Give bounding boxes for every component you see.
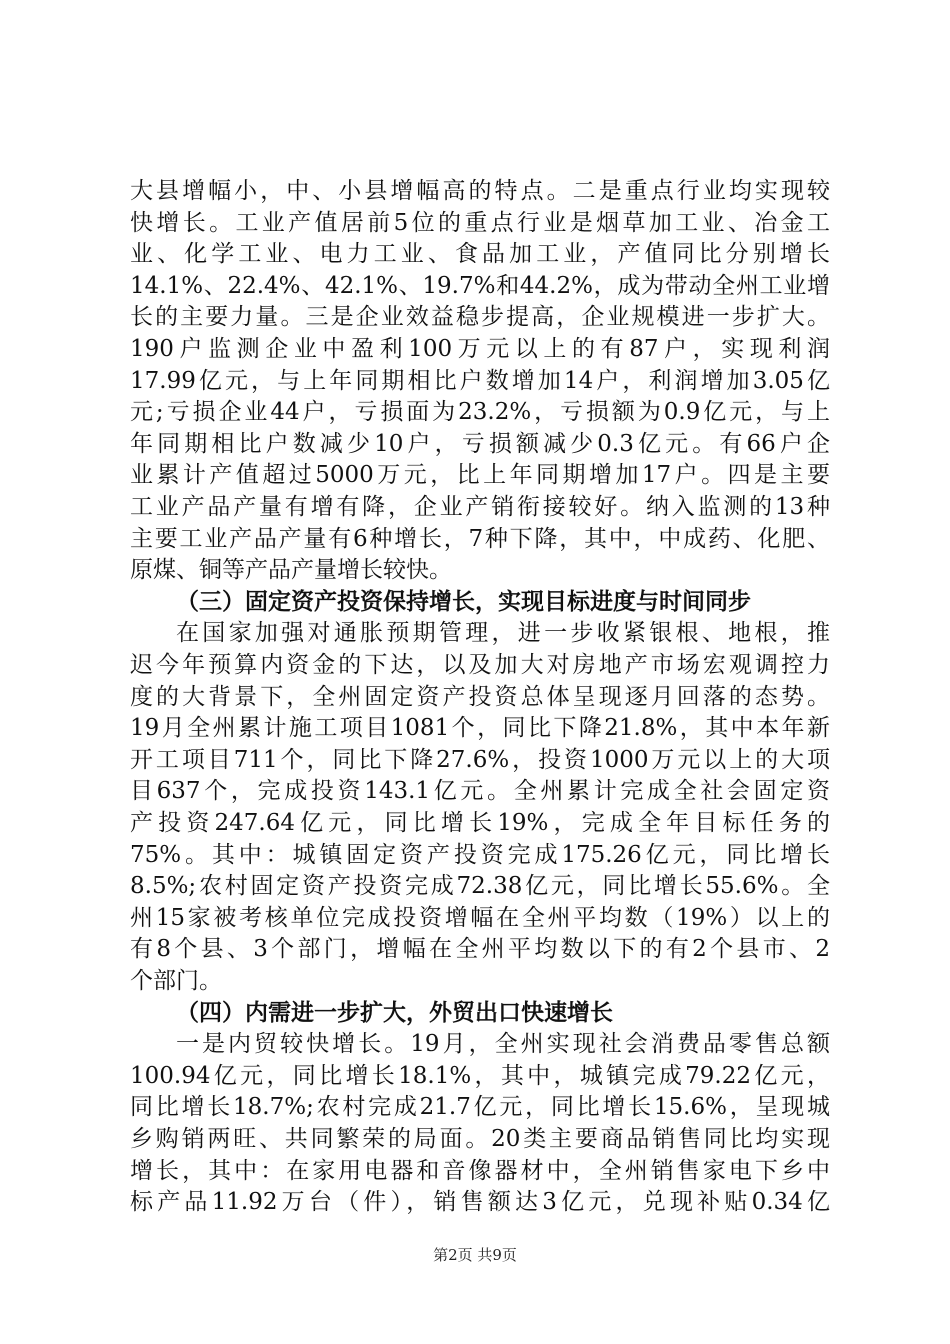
text-line: 工业产品产量有增有降，企业产销衔接较好。纳入监测的13种 bbox=[130, 494, 830, 520]
text-line: 业累计产值超过5000万元，比上年同期增加17户。四是主要 bbox=[130, 462, 830, 488]
text-line: 元;亏损企业44户，亏损面为23.2%，亏损额为0.9亿元，与上 bbox=[130, 399, 830, 425]
text-line: 长的主要力量。三是企业效益稳步提高，企业规模进一步扩大。 bbox=[130, 304, 830, 330]
text-line: 迟今年预算内资金的下达，以及加大对房地产市场宏观调控力 bbox=[130, 652, 830, 678]
text-line: 开工项目711个，同比下降27.6%，投资1000万元以上的大项 bbox=[130, 747, 830, 773]
text-line: 一是内贸较快增长。19月，全州实现社会消费品零售总额 bbox=[176, 1031, 830, 1057]
text-line: 75%。其中：城镇固定资产投资完成175.26亿元，同比增长 bbox=[130, 842, 830, 868]
text-line: 增长，其中：在家用电器和音像器材中，全州销售家电下乡中 bbox=[130, 1158, 830, 1184]
text-line: 年同期相比户数减少10户，亏损额减少0.3亿元。有66户企 bbox=[130, 431, 830, 457]
text-line: 度的大背景下，全州固定资产投资总体呈现逐月回落的态势。 bbox=[130, 684, 830, 710]
text-line: 产投资247.64亿元，同比增长19%，完成全年目标任务的 bbox=[130, 810, 830, 836]
text-line: 同比增长18.7%;农村完成21.7亿元，同比增长15.6%，呈现城 bbox=[130, 1094, 830, 1120]
text-line: 在国家加强对通胀预期管理，进一步收紧银根、地根，推 bbox=[176, 620, 830, 646]
page-footer: 第2页 共9页 bbox=[433, 1246, 517, 1264]
text-line: 有8个县、3个部门，增幅在全州平均数以下的有2个县市、2 bbox=[130, 936, 830, 962]
text-line: 17.99亿元，与上年同期相比户数增加14户，利润增加3.05亿 bbox=[130, 368, 830, 394]
text-line: 个部门。 bbox=[130, 968, 222, 994]
text-line: 大县增幅小，中、小县增幅高的特点。二是重点行业均实现较 bbox=[130, 178, 830, 204]
text-line: 8.5%;农村固定资产投资完成72.38亿元，同比增长55.6%。全 bbox=[130, 873, 830, 899]
text-line: 19月全州累计施工项目1081个，同比下降21.8%，其中本年新 bbox=[130, 715, 830, 741]
section-heading-4: （四）内需进一步扩大，外贸出口快速增长 bbox=[176, 1000, 613, 1026]
text-line: 乡购销两旺、共同繁荣的局面。20类主要商品销售同比均实现 bbox=[130, 1126, 830, 1152]
text-line: 14.1%、22.4%、42.1%、19.7%和44.2%，成为带动全州工业增 bbox=[130, 273, 830, 299]
text-line: 业、化学工业、电力工业、食品加工业，产值同比分别增长 bbox=[130, 241, 830, 267]
text-line: 目637个，完成投资143.1亿元。全州累计完成全社会固定资 bbox=[130, 778, 830, 804]
text-line: 190户监测企业中盈利100万元以上的有87户，实现利润 bbox=[130, 336, 830, 362]
text-line: 标产品11.92万台（件），销售额达3亿元，兑现补贴0.34亿 bbox=[130, 1189, 830, 1215]
text-line: 原煤、铜等产品产量增长较快。 bbox=[130, 557, 452, 583]
text-line: 100.94亿元，同比增长18.1%，其中，城镇完成79.22亿元， bbox=[130, 1063, 830, 1089]
text-line: 快增长。工业产值居前5位的重点行业是烟草加工业、冶金工 bbox=[130, 210, 830, 236]
text-line: 主要工业产品产量有6种增长，7种下降，其中，中成药、化肥、 bbox=[130, 526, 830, 552]
text-line: 州15家被考核单位完成投资增幅在全州平均数（19%）以上的 bbox=[130, 905, 830, 931]
section-heading-3: （三）固定资产投资保持增长，实现目标进度与时间同步 bbox=[176, 589, 751, 615]
